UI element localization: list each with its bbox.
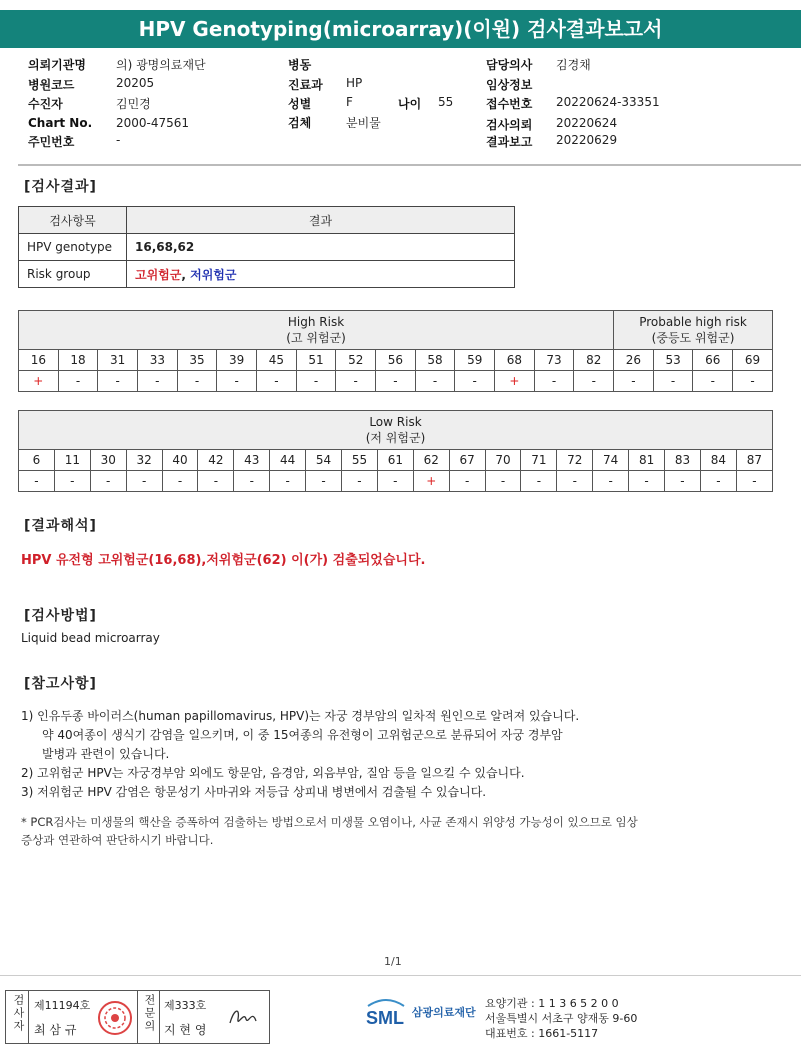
genotype-result-cell: - bbox=[665, 471, 701, 492]
genotype-type-cell: 59 bbox=[455, 350, 495, 371]
genotype-result-cell: - bbox=[162, 471, 198, 492]
receipt-no-value: 20220624-33351 bbox=[556, 95, 660, 109]
genotype-type-cell: 11 bbox=[54, 450, 90, 471]
table-row bbox=[19, 261, 515, 288]
genotype-result-cell: - bbox=[342, 471, 378, 492]
doctor-sig-label: 전문의 bbox=[143, 994, 156, 1033]
genotype-result-cell: - bbox=[449, 471, 485, 492]
genotype-result-cell: - bbox=[376, 371, 416, 392]
footer-divider bbox=[0, 975, 801, 976]
genotype-type-cell: 56 bbox=[376, 350, 416, 371]
genotype-result-cell: - bbox=[557, 471, 593, 492]
section-result-title: [검사결과] bbox=[24, 179, 97, 195]
genotype-result-cell: - bbox=[296, 371, 336, 392]
genotype-result-cell: + bbox=[413, 471, 449, 492]
tester-license: 제11194호 bbox=[34, 999, 91, 1012]
specimen-label: 검체 bbox=[288, 116, 312, 130]
sml-logo bbox=[364, 996, 476, 1028]
patient-label: 수진자 bbox=[28, 97, 63, 111]
section-method-title: [검사방법] bbox=[24, 608, 97, 624]
genotype-type-cell: 44 bbox=[270, 450, 306, 471]
note-line: 약 40여종이 생식기 감염을 일으키며, 이 중 15여종의 유전형이 고위험군으로 분류되어 자궁 경부암 bbox=[42, 728, 563, 742]
genotype-type-cell: 84 bbox=[700, 450, 736, 471]
genotype-result-cell: - bbox=[336, 371, 376, 392]
genotype-type-cell: 51 bbox=[296, 350, 336, 371]
genotype-result-cell: - bbox=[306, 471, 342, 492]
signature-icon bbox=[226, 1001, 262, 1033]
sex-label: 성별 bbox=[288, 97, 312, 111]
genotype-result-cell: - bbox=[19, 471, 55, 492]
genotype-type-cell: 66 bbox=[693, 350, 733, 371]
genotype-type-cell: 87 bbox=[736, 450, 772, 471]
genotype-type-cell: 74 bbox=[593, 450, 629, 471]
specimen-value: 분비물 bbox=[346, 116, 381, 130]
genotype-type-cell: 42 bbox=[198, 450, 234, 471]
note-line: 2) 고위험군 HPV는 자궁경부암 외에도 항문암, 음경암, 외음부암, 질암 등을 일으킬 수 있습니다. bbox=[21, 766, 525, 780]
age-value: 55 bbox=[438, 95, 454, 109]
divider bbox=[18, 164, 801, 166]
hospital-value: 의) 광명의료재단 bbox=[116, 58, 206, 72]
genotype-type-cell: 68 bbox=[495, 350, 535, 371]
section-notes-title: [참고사항] bbox=[24, 676, 97, 692]
item-risk-group: Risk group bbox=[19, 261, 127, 288]
svg-text:SML: SML bbox=[366, 1008, 404, 1028]
genotype-type-cell: 81 bbox=[629, 450, 665, 471]
genotype-result-cell: - bbox=[693, 371, 733, 392]
department-label: 진료과 bbox=[288, 78, 323, 92]
section-interpretation-title: [결과해석] bbox=[24, 518, 97, 534]
genotype-type-cell: 61 bbox=[377, 450, 413, 471]
genotype-type-cell: 52 bbox=[336, 350, 376, 371]
genotype-type-cell: 72 bbox=[557, 450, 593, 471]
footnote: * PCR검사는 미생물의 핵산을 증폭하여 검출하는 방법으로서 미생물 오염이나, 사균 존재시 위양성 가능성이 있으므로 임상 증상과 연관하여 판단하시기 바랍니다. bbox=[21, 815, 638, 847]
chart-no-label: Chart No. bbox=[28, 116, 93, 130]
hospital-code-label: 병원코드 bbox=[28, 78, 75, 92]
genotype-result-cell: - bbox=[455, 371, 495, 392]
genotype-result-cell: - bbox=[90, 471, 126, 492]
genotype-result-cell: - bbox=[257, 371, 297, 392]
genotype-result-cell: - bbox=[653, 371, 693, 392]
genotype-type-cell: 54 bbox=[306, 450, 342, 471]
genotype-type-cell: 31 bbox=[98, 350, 138, 371]
genotype-result-cell: - bbox=[733, 371, 773, 392]
chart-no-value: 2000-47561 bbox=[116, 116, 190, 130]
genotype-result-cell: - bbox=[700, 471, 736, 492]
genotype-result-cell: - bbox=[98, 371, 138, 392]
genotype-type-cell: 58 bbox=[415, 350, 455, 371]
genotype-type-cell: 62 bbox=[413, 450, 449, 471]
genotype-result-cell: - bbox=[177, 371, 217, 392]
genotype-type-cell: 16 bbox=[19, 350, 59, 371]
risk-high: 고위험군 bbox=[135, 267, 182, 282]
genotype-result-cell: + bbox=[19, 371, 59, 392]
genotype-type-cell: 67 bbox=[449, 450, 485, 471]
genotype-result-cell: - bbox=[593, 471, 629, 492]
genotype-result-cell: - bbox=[58, 371, 98, 392]
genotype-type-cell: 35 bbox=[177, 350, 217, 371]
table-row bbox=[19, 234, 515, 261]
patient-value: 김민경 bbox=[116, 97, 151, 111]
genotype-result-cell: - bbox=[521, 471, 557, 492]
probable-risk-header: Probable high risk (중등도 위험군) bbox=[614, 311, 773, 350]
genotype-type-cell: 43 bbox=[234, 450, 270, 471]
genotype-type-cell: 39 bbox=[217, 350, 257, 371]
high-risk-table bbox=[18, 310, 773, 392]
genotype-type-cell: 82 bbox=[574, 350, 614, 371]
age-label: 나이 bbox=[398, 97, 422, 111]
genotype-result: 16,68,62 bbox=[127, 234, 515, 261]
low-risk-header: Low Risk (저 위험군) bbox=[19, 411, 773, 450]
col-item-header: 검사항목 bbox=[19, 207, 127, 234]
genotype-type-cell: 33 bbox=[138, 350, 178, 371]
hospital-code-value: 20205 bbox=[116, 76, 155, 90]
interpretation-text: HPV 유전형 고위험군(16,68),저위험군(62) 이(가) 검출되었습니다. bbox=[21, 553, 426, 568]
genotype-type-cell: 53 bbox=[653, 350, 693, 371]
genotype-result-cell: - bbox=[217, 371, 257, 392]
risk-low: 저위험군 bbox=[190, 267, 237, 282]
genotype-type-cell: 71 bbox=[521, 450, 557, 471]
info-hospital: 의뢰기관명 bbox=[28, 58, 86, 72]
genotype-result-cell: - bbox=[614, 371, 654, 392]
genotype-result-cell: - bbox=[415, 371, 455, 392]
risk-group-result bbox=[127, 261, 515, 288]
genotype-type-cell: 6 bbox=[19, 450, 55, 471]
note-line: 3) 저위험군 HPV 감염은 항문성기 사마귀와 저등급 상피내 병변에서 검출될 수 있습니다. bbox=[21, 785, 487, 799]
signature-box bbox=[5, 990, 270, 1044]
genotype-type-cell: 26 bbox=[614, 350, 654, 371]
low-risk-table bbox=[18, 410, 773, 492]
tester-name: 최 삼 규 bbox=[34, 1023, 77, 1037]
org-name: 삼광의료재단 bbox=[411, 1006, 476, 1019]
sml-logo-icon bbox=[364, 996, 408, 1028]
genotype-result-cell: - bbox=[736, 471, 772, 492]
clinical-info-label: 임상정보 bbox=[486, 78, 533, 92]
ward-label: 병동 bbox=[288, 58, 312, 72]
report-date-value: 20220629 bbox=[556, 133, 618, 147]
col-result-header: 결과 bbox=[127, 207, 515, 234]
request-date-value: 20220624 bbox=[556, 116, 618, 130]
item-genotype: HPV genotype bbox=[19, 234, 127, 261]
genotype-type-cell: 55 bbox=[342, 450, 378, 471]
genotype-type-cell: 40 bbox=[162, 450, 198, 471]
doctor-name: 지 현 영 bbox=[164, 1023, 207, 1037]
note-line: 1) 인유두종 바이러스(human papillomavirus, HPV)는 자궁 경부암의 일차적 원인으로 알려져 있습니다. bbox=[21, 709, 580, 723]
result-table bbox=[18, 206, 515, 288]
resident-no-label: 주민번호 bbox=[28, 135, 75, 149]
report-date-label: 결과보고 bbox=[486, 135, 533, 149]
sex-value: F bbox=[346, 95, 353, 109]
high-risk-header: High Risk (고 위험군) bbox=[19, 311, 614, 350]
genotype-result-cell: - bbox=[138, 371, 178, 392]
tester-label: 검사자 bbox=[12, 994, 25, 1033]
genotype-result-cell: - bbox=[377, 471, 413, 492]
doctor-license: 제333호 bbox=[164, 999, 207, 1012]
genotype-type-cell: 69 bbox=[733, 350, 773, 371]
genotype-type-cell: 30 bbox=[90, 450, 126, 471]
genotype-result-cell: - bbox=[234, 471, 270, 492]
genotype-type-cell: 70 bbox=[485, 450, 521, 471]
genotype-result-cell: - bbox=[574, 371, 614, 392]
risk-sep: , bbox=[181, 267, 191, 282]
genotype-result-cell: - bbox=[198, 471, 234, 492]
genotype-type-cell: 45 bbox=[257, 350, 297, 371]
doctor-label: 담당의사 bbox=[486, 58, 533, 72]
genotype-result-cell: + bbox=[495, 371, 535, 392]
page-number: 1/1 bbox=[384, 955, 402, 968]
genotype-result-cell: - bbox=[485, 471, 521, 492]
genotype-result-cell: - bbox=[270, 471, 306, 492]
resident-no-value: - bbox=[116, 133, 121, 147]
report-title: HPV Genotyping(microarray)(이원) 검사결과보고서 bbox=[0, 10, 801, 48]
genotype-type-cell: 83 bbox=[665, 450, 701, 471]
request-date-label: 검사의뢰 bbox=[486, 118, 533, 132]
seal-stamp-icon bbox=[96, 999, 134, 1037]
genotype-type-cell: 32 bbox=[126, 450, 162, 471]
doctor-value: 김경채 bbox=[556, 58, 591, 72]
footer-address: 요양기관 : 1 1 3 6 5 2 0 0 서울특별시 서초구 양재동 9-60 대표번호 : 1661-5117 bbox=[485, 997, 638, 1040]
genotype-result-cell: - bbox=[534, 371, 574, 392]
receipt-no-label: 접수번호 bbox=[486, 97, 533, 111]
genotype-result-cell: - bbox=[629, 471, 665, 492]
genotype-result-cell: - bbox=[126, 471, 162, 492]
department-value: HP bbox=[346, 76, 363, 90]
genotype-result-cell: - bbox=[54, 471, 90, 492]
genotype-type-cell: 73 bbox=[534, 350, 574, 371]
method-text: Liquid bead microarray bbox=[21, 631, 160, 645]
notes-list bbox=[21, 707, 781, 802]
note-line: 발병과 관련이 있습니다. bbox=[42, 747, 170, 761]
patient-info bbox=[28, 56, 788, 151]
genotype-type-cell: 18 bbox=[58, 350, 98, 371]
